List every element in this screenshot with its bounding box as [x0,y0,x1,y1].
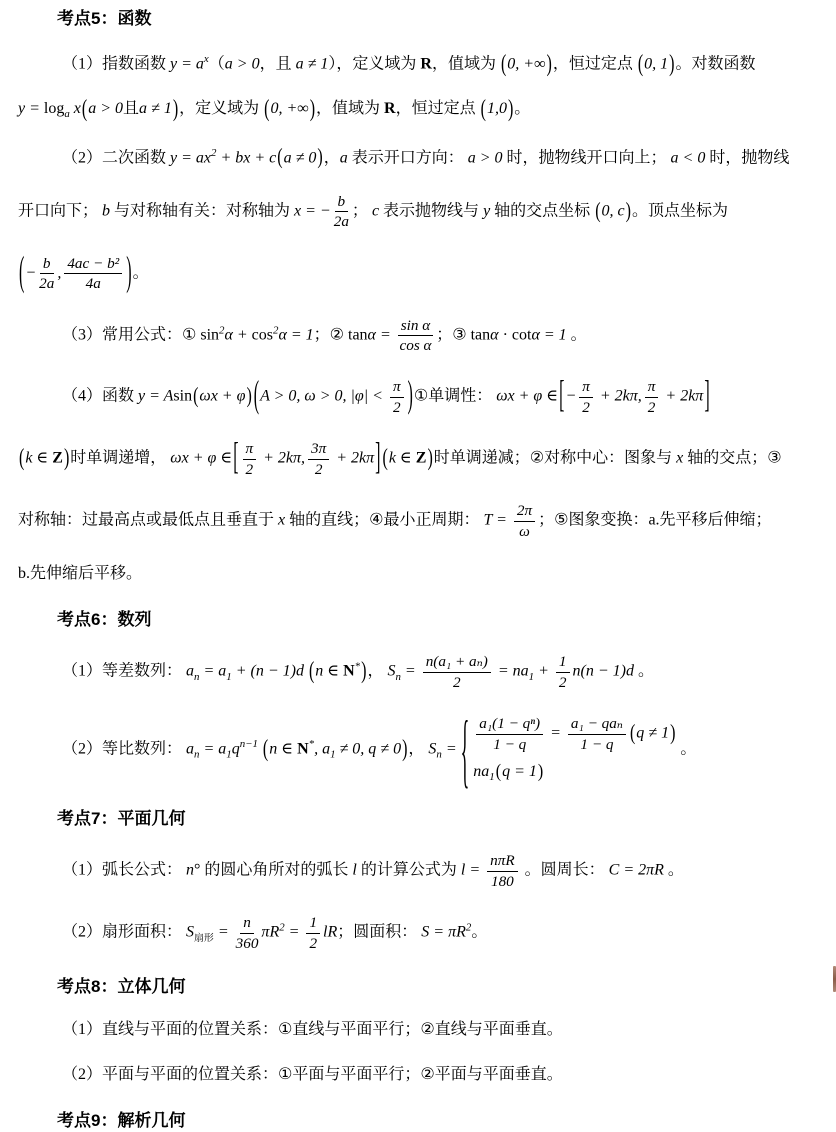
text-run: ，值域为 [431,55,500,73]
fraction [236,914,259,952]
math-run: n(n − 1)d [572,662,634,680]
math-run: a > 0 [467,148,503,166]
cases-rows [473,715,676,784]
text-run: （3）常用公式：① [62,326,201,344]
math-run: = [546,724,565,742]
math-run: α [490,326,499,344]
text-run: 开口向下； [18,202,103,220]
bracket: ) [537,761,544,782]
math-run: c [371,202,380,220]
math-run: a ≠ 0 [283,148,317,166]
math-run: C = 2πR [608,862,664,880]
math-run: a [339,148,348,166]
bold-run: R [384,100,396,118]
doc-line [18,52,822,75]
text-run: 且 [123,100,140,118]
bold-run: R [420,55,432,73]
bracket: ( [81,96,88,122]
fraction-numerator: 4ac − b² [64,255,122,274]
text-run: （1）弧长公式： [62,862,187,880]
superscript: 2 [273,323,279,336]
bracket: ) [317,145,323,170]
text-run: ， [323,148,340,166]
math-run: a [186,740,195,758]
fraction [556,653,570,691]
math-run: + bx + c [216,148,277,166]
fraction [568,715,626,753]
math-run: na [473,763,490,781]
math-run: 0, 1 [644,55,669,73]
math-run: y = a [170,55,204,73]
bracket: ) [246,384,252,409]
math-run: = [400,662,420,680]
math-run: n ∈ [315,662,344,680]
fraction-numerator: π [243,440,257,459]
math-run: ωx + φ ∈ [496,388,559,406]
text-run: sin [200,326,220,344]
text-run: （2）扇形面积： [62,924,187,942]
fraction-denominator: 2 [309,934,318,952]
text-run: ，定义域为 [179,100,264,118]
document-content [18,8,822,1132]
fraction [334,193,349,231]
subscript: a [64,108,70,121]
bracket: ) [625,199,631,223]
fraction-denominator: 2 [245,460,254,478]
text-run: （2）等比数列： [62,740,187,758]
superscript: 2 [465,921,472,934]
superscript: 2 [211,146,217,159]
fraction-numerator: a₁ − qaₙ [568,715,626,734]
math-run: q ≠ 1 [636,724,670,742]
math-run: a [186,662,195,680]
math-run: = 1 [539,326,567,344]
text-run: ， [408,740,429,758]
fraction [390,378,404,416]
text-run: log [43,100,65,118]
math-run: q [231,740,240,758]
bracket: ( [19,445,25,472]
doc-line [18,703,822,796]
section-heading [18,609,822,631]
text-run: cot [511,326,532,344]
math-run: − [25,264,37,282]
fraction [398,317,434,355]
superscript: * [308,738,315,751]
math-run: S [387,662,396,680]
text-run: b.先伸缩后平移。 [18,565,143,583]
text-run: 。圆周长： [520,862,609,880]
text-run: 考点8：立体几何 [57,977,186,997]
math-run: y = [18,100,44,118]
bracket: ( [495,761,502,782]
superscript: x [203,53,209,66]
math-run: = [284,924,304,942]
bracket: ) [407,375,413,417]
text-run: （ [208,55,225,73]
fraction [579,378,593,416]
bracket: ) [669,51,675,77]
fraction-numerator: 3π [308,440,329,459]
math-run: = a [199,662,227,680]
bracket: ( [308,658,315,685]
fraction-numerator: b [40,255,54,274]
fraction-numerator: nπR [487,852,517,871]
doc-line [18,1065,822,1086]
text-run: （4）函数 [62,388,139,406]
math-run: + 2kπ, [259,450,306,468]
text-run: 考点7：平面几何 [57,809,186,829]
bracket: ] [375,437,381,479]
math-run: k ∈ [25,450,53,468]
text-run: tan [470,326,491,344]
math-run: = [375,326,395,344]
subscript: 1 [226,671,232,683]
bracket: ( [277,145,283,170]
fraction-denominator: 1 − q [493,735,527,753]
bracket: ( [595,199,601,223]
math-run: α [278,326,287,344]
subscript: 1 [330,748,336,761]
math-run: y = ax [170,148,212,166]
text-run: 。 [633,662,654,680]
fraction-numerator: π [645,378,659,397]
text-run: 对称轴：过最高点或最低点且垂直于 [18,511,279,529]
text-run: · [498,326,512,344]
fraction-denominator: 2 [314,460,323,478]
math-run: + 2kπ [332,450,375,468]
fraction [514,502,535,540]
doc-line [18,437,822,479]
bracket: [ [233,437,239,479]
doc-line [18,564,822,585]
subscript: n [194,748,200,761]
math-run: , a [314,740,331,758]
text-run: 时，抛物线开口向上； [502,148,671,166]
bracket: ( [480,96,486,122]
text-run: tan [348,326,368,344]
math-run: πR [261,924,280,942]
bracket: ( [264,96,270,122]
bold-run: N [343,662,355,680]
math-run: x [69,100,81,118]
text-run: ； [351,202,372,220]
doc-line [18,502,822,540]
text-run: （1）直线与平面的位置关系：①直线与平面平行；②直线与平面垂直。 [62,1021,563,1039]
bracket: ( [637,51,644,77]
math-run: k ∈ [388,450,416,468]
section-heading [18,808,822,830]
fraction [308,440,329,478]
section-heading [18,8,822,30]
text-run: ，恒过定点 [395,100,480,118]
cases-row [473,715,676,753]
doc-line [18,1020,822,1041]
doc-line [18,250,822,295]
text-run: 。 [132,264,149,282]
fraction-numerator: n(a₁ + aₙ) [423,653,491,672]
text-run: 轴的交点；③ [683,450,782,468]
math-run: 0, +∞ [270,100,309,118]
math-run: a > 0 [88,100,124,118]
bracket: ] [704,375,710,417]
superscript: n−1 [239,738,258,751]
fraction-denominator: 2 [392,398,401,416]
math-run: 0, c [601,202,625,220]
piecewise-cases [460,703,677,796]
doc-line [18,914,822,952]
section-heading [18,976,822,998]
math-run: x [676,450,684,468]
math-run: ωx + φ ∈ [170,450,233,468]
fraction [645,378,659,416]
bracket: ) [309,96,316,122]
math-run: x = − [294,202,331,220]
math-run: ≠ 0, q ≠ 0 [335,740,402,758]
bracket: ( [500,51,507,77]
fraction [476,715,543,753]
bold-run: Z [52,450,63,468]
subscript: 扇形 [194,933,214,945]
doc-line [18,193,822,231]
subscript: n [194,671,200,683]
math-run: = na [493,662,529,680]
math-run: ωx + φ [199,388,246,406]
text-run: ，且 [259,55,296,73]
math-run: α [367,326,376,344]
math-run: n [186,862,195,880]
math-run: T = [483,511,511,529]
fraction [487,852,517,890]
fraction-denominator: 2 [452,673,461,691]
math-run: = [213,924,233,942]
math-run: S [428,740,437,758]
bracket: ) [126,250,132,295]
math-run: α [224,326,233,344]
text-run: 。对数函数 [675,55,756,73]
superscript: * [354,660,361,673]
fraction [423,653,491,691]
text-run: （2）二次函数 [62,148,171,166]
fraction-numerator: b [335,193,349,212]
bracket: ) [427,445,433,472]
subscript: 1 [528,671,535,683]
bracket: [ [559,375,565,417]
text-run: sin [173,388,193,406]
subscript: n [436,748,442,761]
bracket: ( [193,384,199,409]
bracket: ( [19,250,25,295]
fraction [306,914,320,952]
fraction-denominator: 2 [582,398,590,416]
fraction-denominator: 2a [333,213,349,231]
doc-line [18,653,822,691]
bracket: ) [546,51,552,77]
math-run: l [352,862,357,880]
math-run: a ≠ 1 [139,100,172,118]
fraction-numerator: 1 [306,914,320,933]
fraction [243,440,257,478]
math-run: + [232,326,252,344]
math-run: 0, +∞ [507,55,546,73]
fraction [64,255,122,293]
fraction-numerator: a₁(1 − qⁿ) [476,715,543,734]
text-run: 。 [514,100,531,118]
bracket: ( [253,375,260,417]
math-run: = [441,740,461,758]
doc-line [18,96,822,122]
text-run: 。 [663,862,684,880]
text-run: ，值域为 [316,100,385,118]
math-run: l = [460,862,485,880]
text-run: 与对称轴有关：对称轴为 [110,202,295,220]
text-run: 的计算公式为 [356,862,461,880]
fraction-numerator: π [579,378,593,397]
text-run: ；② [313,326,348,344]
text-run: 。 [566,326,587,344]
fraction-numerator: π [390,378,404,397]
bracket: ) [670,721,676,746]
math-run: n ∈ [269,740,298,758]
section-heading [18,1110,822,1132]
math-run: y [483,202,491,220]
text-run: 。顶点坐标为 [631,202,728,220]
math-run: a > 0 [224,55,260,73]
math-run: lR [323,924,338,942]
math-run: = 1 [286,326,314,344]
brace-icon: { [460,703,470,796]
bold-run: N [297,740,309,758]
text-run: ° 的圆心角所对的弧长 [194,862,353,880]
doc-line [18,317,822,355]
cases-row [473,762,544,784]
fraction-numerator: n [240,914,254,933]
doc-line [18,146,822,169]
math-run: S [186,924,195,942]
text-run: （2）平面与平面的位置关系：①平面与平面平行；②平面与平面垂直。 [62,1066,563,1084]
doc-line [18,375,822,417]
text-run: （1）指数函数 [62,55,171,73]
bracket: ) [402,736,408,762]
text-run: 考点9：解析几何 [57,1111,186,1131]
bracket: ) [361,658,367,685]
fraction-numerator: sin α [398,317,434,336]
text-run: 轴的交点坐标 [490,202,595,220]
bracket: ( [629,721,636,746]
math-run: x [278,511,286,529]
math-run: + (n − 1)d [231,662,308,680]
fraction-denominator: 2 [558,673,567,691]
math-run: = a [199,740,227,758]
text-run: ，恒过定点 [552,55,637,73]
bracket: ( [262,736,269,762]
bold-run: Z [415,450,427,468]
text-run: ），定义域为 [328,55,421,73]
text-run: 轴的直线；④最小正周期： [285,511,484,529]
text-run: 。 [676,740,697,758]
subscript: 1 [489,771,495,784]
superscript: 2 [279,921,285,934]
doc-line [18,852,822,890]
superscript: 2 [219,323,225,336]
bracket: ) [63,445,70,472]
fraction-denominator: 2a [39,275,55,293]
math-run: − [565,388,577,406]
text-run: 考点6：数列 [57,610,152,630]
math-run: a < 0 [670,148,706,166]
math-run: α [531,326,540,344]
text-run: ；⑤图象变换：a.先平移后伸缩； [538,511,772,529]
math-run: + 2kπ, [595,388,642,406]
math-run: y = A [138,388,174,406]
text-run: 时单调递增， [70,450,171,468]
fraction [39,255,54,293]
bracket: ) [507,96,514,122]
fraction-denominator: 4a [85,275,101,293]
text-run: （1）等差数列： [62,662,187,680]
text-run: ， [367,662,388,680]
subscript: n [395,671,401,683]
math-run: 1,0 [486,100,507,118]
fraction-numerator: 1 [556,653,570,672]
math-run: b [102,202,111,220]
fraction-numerator: 2π [514,502,535,521]
fraction-denominator: 2 [647,398,656,416]
subscript: 1 [226,748,232,761]
math-run: q = 1 [502,763,537,781]
math-run [258,740,262,757]
text-run: 考点5：函数 [57,9,152,28]
fraction-denominator: ω [519,522,530,540]
text-run: ；③ [436,326,471,344]
math-run: , [57,264,62,282]
fraction-denominator: cos α [399,337,432,354]
fraction-denominator: 180 [490,872,514,890]
text-run: 表示开口方向： [347,148,468,166]
text-run: cos [251,326,273,344]
fraction-denominator: 360 [235,934,259,952]
math-run: + [534,662,553,680]
text-run: 表示抛物线与 [379,202,484,220]
text-run: ①单调性： [413,388,497,406]
math-run: a ≠ 1 [295,55,329,73]
bracket: ( [382,445,388,472]
math-run: A > 0, ω > 0, |φ| < [260,388,387,406]
text-run: 。 [471,924,488,942]
text-run: 时，抛物线 [705,148,790,166]
bracket: ) [172,96,179,122]
math-run: + 2kπ [661,388,704,406]
math-run: S = πR [421,924,466,942]
text-run: 时单调递减；②对称中心：图象与 [433,450,677,468]
text-run: ；圆面积： [337,924,422,942]
fraction-denominator: 1 − q [580,735,614,753]
